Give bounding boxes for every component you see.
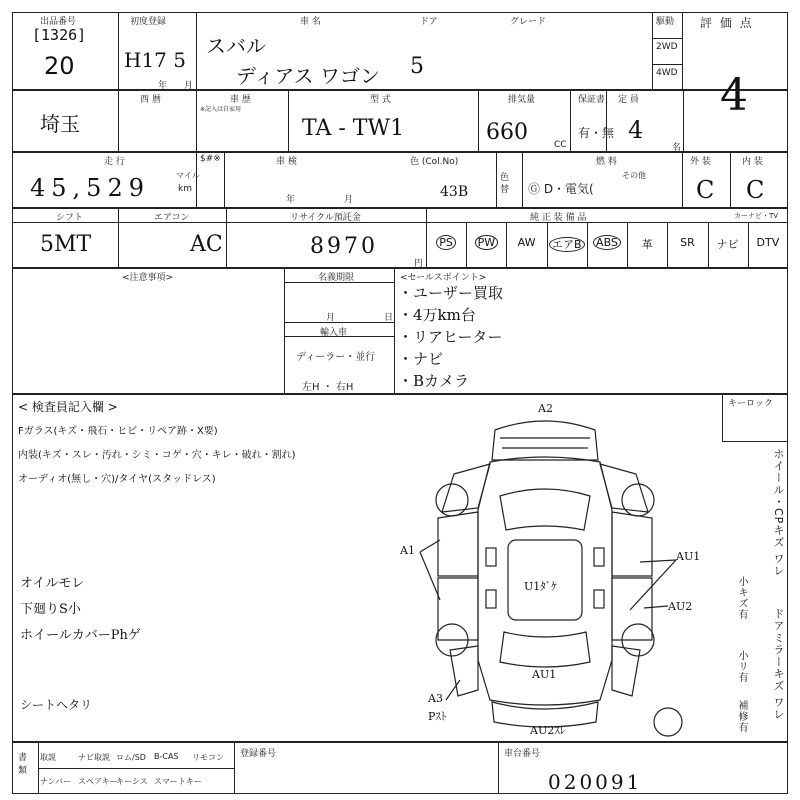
audio-line: オーディオ(無し・穴)/タイヤ(スタッドレス) — [18, 474, 216, 485]
sales-point: ・4万km台 — [398, 306, 476, 324]
warranty-label: 保証書 — [578, 95, 606, 105]
damage-mark: AU2ｽﾚ — [530, 724, 566, 737]
caution-label: <注意事項> — [122, 273, 174, 283]
equipment-item: 革 — [641, 238, 653, 251]
prefecture: 埼玉 — [40, 112, 80, 136]
equipment-item: AW — [517, 236, 536, 249]
capacity-label: 定 員 — [618, 95, 639, 105]
damage-mark: AU1 — [532, 668, 557, 681]
month-unit: 月 — [184, 81, 194, 91]
footer-doc-item: 取説 — [40, 753, 56, 762]
equipment-item: エアB — [547, 236, 587, 252]
damage-mark: A1 — [400, 544, 415, 557]
damage-mark: AU2 — [668, 600, 693, 613]
grade-label: グレード — [510, 17, 547, 27]
score-value: 4 — [720, 70, 748, 121]
damage-mark: A3 — [428, 692, 443, 705]
equipment-item: PW — [466, 236, 506, 249]
reg-label: 登録番号 — [240, 749, 277, 759]
fuel-label: 燃 料 — [596, 157, 617, 167]
sales-point: ・リアヒーター — [398, 328, 503, 346]
damage-mark: Pｽﾄ — [428, 710, 447, 723]
handwritten-note-3: ホイールカバーPhゲ — [20, 628, 141, 643]
lot-number: 20 — [44, 52, 75, 80]
sales-point: ・ユーザー買取 — [398, 284, 504, 302]
first-reg-value: H17 5 — [124, 48, 186, 72]
type-value: TA - TW1 — [302, 116, 405, 141]
expiry-label: 名義期限 — [318, 273, 355, 283]
handwritten-note-1: オイルモレ — [20, 576, 85, 591]
fuel-options: Ⓖ D・電気( — [528, 182, 594, 196]
color-change: 色替 — [500, 173, 510, 195]
interior-line: 内装(キズ・スレ・汚れ・シミ・コゲ・穴・キレ・破れ・割れ) — [18, 450, 296, 461]
footer-doc-item: ロム/SD — [116, 753, 146, 762]
fglass-line: Fガラス(キズ・飛石・ヒビ・リペア跡・X要) — [18, 426, 218, 437]
displacement-label: 排気量 — [508, 95, 536, 105]
door-count: 5 — [410, 54, 424, 79]
side-note-4: 小リ有 — [736, 650, 747, 683]
inspection-label: 車 検 — [276, 157, 297, 167]
history-label: 車 歴 — [230, 95, 251, 105]
equipment-item: PS — [426, 236, 466, 249]
import-label: 輸入車 — [320, 328, 348, 338]
doc-label: 書類 — [18, 753, 28, 776]
warranty-value: 有・無 — [578, 126, 615, 140]
footer-doc-item: リモコン — [192, 753, 224, 762]
damage-mark: A2 — [538, 402, 553, 415]
inspection-month: 月 — [344, 195, 354, 205]
model-name: ディアス ワゴン — [236, 64, 380, 88]
chassis-number: 020091 — [548, 770, 643, 794]
mileage-label: 走 行 — [104, 157, 125, 167]
expiry-day: 日 — [384, 313, 394, 323]
history-note: ※記入は自家用 — [200, 106, 242, 113]
drive-label: 駆動 — [656, 17, 675, 27]
recycle-label: リサイクル預託金 — [290, 213, 361, 223]
footer-key-item: キーシス — [116, 777, 148, 786]
displacement: 660 — [486, 120, 528, 145]
ac-value: AC — [190, 232, 223, 257]
interior-grade: C — [746, 176, 765, 204]
ac-label: エアコン — [154, 213, 190, 223]
exterior-label: 外 装 — [690, 157, 711, 167]
exhibit-label: 出品番号 — [40, 17, 77, 27]
color-value: 43B — [440, 184, 469, 200]
mile-label: マイル — [176, 171, 200, 180]
equipment-item: SR — [680, 236, 695, 249]
yen-label: 円 — [414, 259, 424, 269]
side-note-2: 小キズ有 — [736, 576, 747, 620]
door-label: ドア — [420, 17, 438, 27]
footer-doc-item: ナビ取説 — [78, 753, 110, 762]
fuel-other: その他 — [622, 171, 646, 180]
inspector-title: < 検査員記入欄 > — [18, 400, 118, 414]
equipment-item: ナビ — [716, 238, 739, 251]
side-note-1: ホイール・CPキズ ワレ — [772, 448, 785, 577]
footer-key-item: スマートキー — [154, 777, 202, 786]
color-label: 色 (Col.No) — [410, 157, 459, 167]
first-reg-label: 初度登録 — [130, 17, 167, 27]
make-name: スバル — [206, 34, 266, 58]
damage-mark: U1ﾀﾞｹ — [524, 580, 557, 593]
cartype-label: カーナビ・TV — [734, 212, 779, 220]
side-note-3: ドアミラーキズ ワレ — [772, 608, 785, 721]
equipment-item: DTV — [756, 236, 780, 249]
meter-swap-label: $#※ — [200, 154, 221, 164]
footer-doc-item: B-CAS — [154, 752, 179, 761]
handle-label: 左H ・ 右H — [302, 382, 354, 393]
lot-code: [1326] — [32, 26, 87, 44]
drive-4wd: 4WD — [656, 68, 678, 78]
drive-2wd: 2WD — [656, 42, 678, 52]
sales-point: ・ナビ — [398, 350, 444, 368]
exterior-grade: C — [696, 176, 715, 204]
equip-label: 純 正 装 備 品 — [530, 213, 587, 223]
dealer-label: ディーラー・並行 — [296, 352, 376, 363]
damage-mark: AU1 — [676, 550, 701, 563]
inspection-year: 年 — [286, 195, 296, 205]
chassis-label: 車台番号 — [504, 749, 541, 759]
car-diagram — [400, 400, 720, 740]
side-note-5: 補修有 — [736, 700, 747, 733]
capacity: 4 — [628, 116, 644, 144]
type-label: 型 式 — [370, 95, 391, 105]
interior-label: 内 装 — [742, 157, 763, 167]
shift-label: シフト — [56, 213, 84, 223]
key-lock-label: キーロック — [728, 399, 773, 409]
footer-key-item: ナンバー — [40, 777, 72, 786]
cc-label: CC — [554, 140, 567, 150]
score-label: 評 価 点 — [700, 16, 754, 30]
year-unit: 年 — [158, 81, 168, 91]
expiry-month: 月 — [326, 313, 336, 323]
handwritten-note-4: シートヘタリ — [20, 698, 93, 712]
shift-value: 5MT — [40, 232, 92, 257]
car-name-label: 車 名 — [300, 17, 321, 27]
footer-key-item: スペアキー — [78, 777, 118, 786]
sales-point: ・Bカメラ — [398, 372, 470, 390]
equipment-item: ABS — [587, 236, 627, 249]
west-east-label: 西 暦 — [140, 95, 161, 105]
mileage-value: 45,529 — [30, 174, 150, 202]
handwritten-note-2: 下廻りS小 — [20, 602, 81, 617]
sales-label: <セールスポイント> — [400, 273, 487, 283]
recycle-value: 8970 — [310, 234, 378, 259]
capacity-unit: 名 — [672, 143, 682, 153]
km-label: km — [178, 184, 192, 194]
